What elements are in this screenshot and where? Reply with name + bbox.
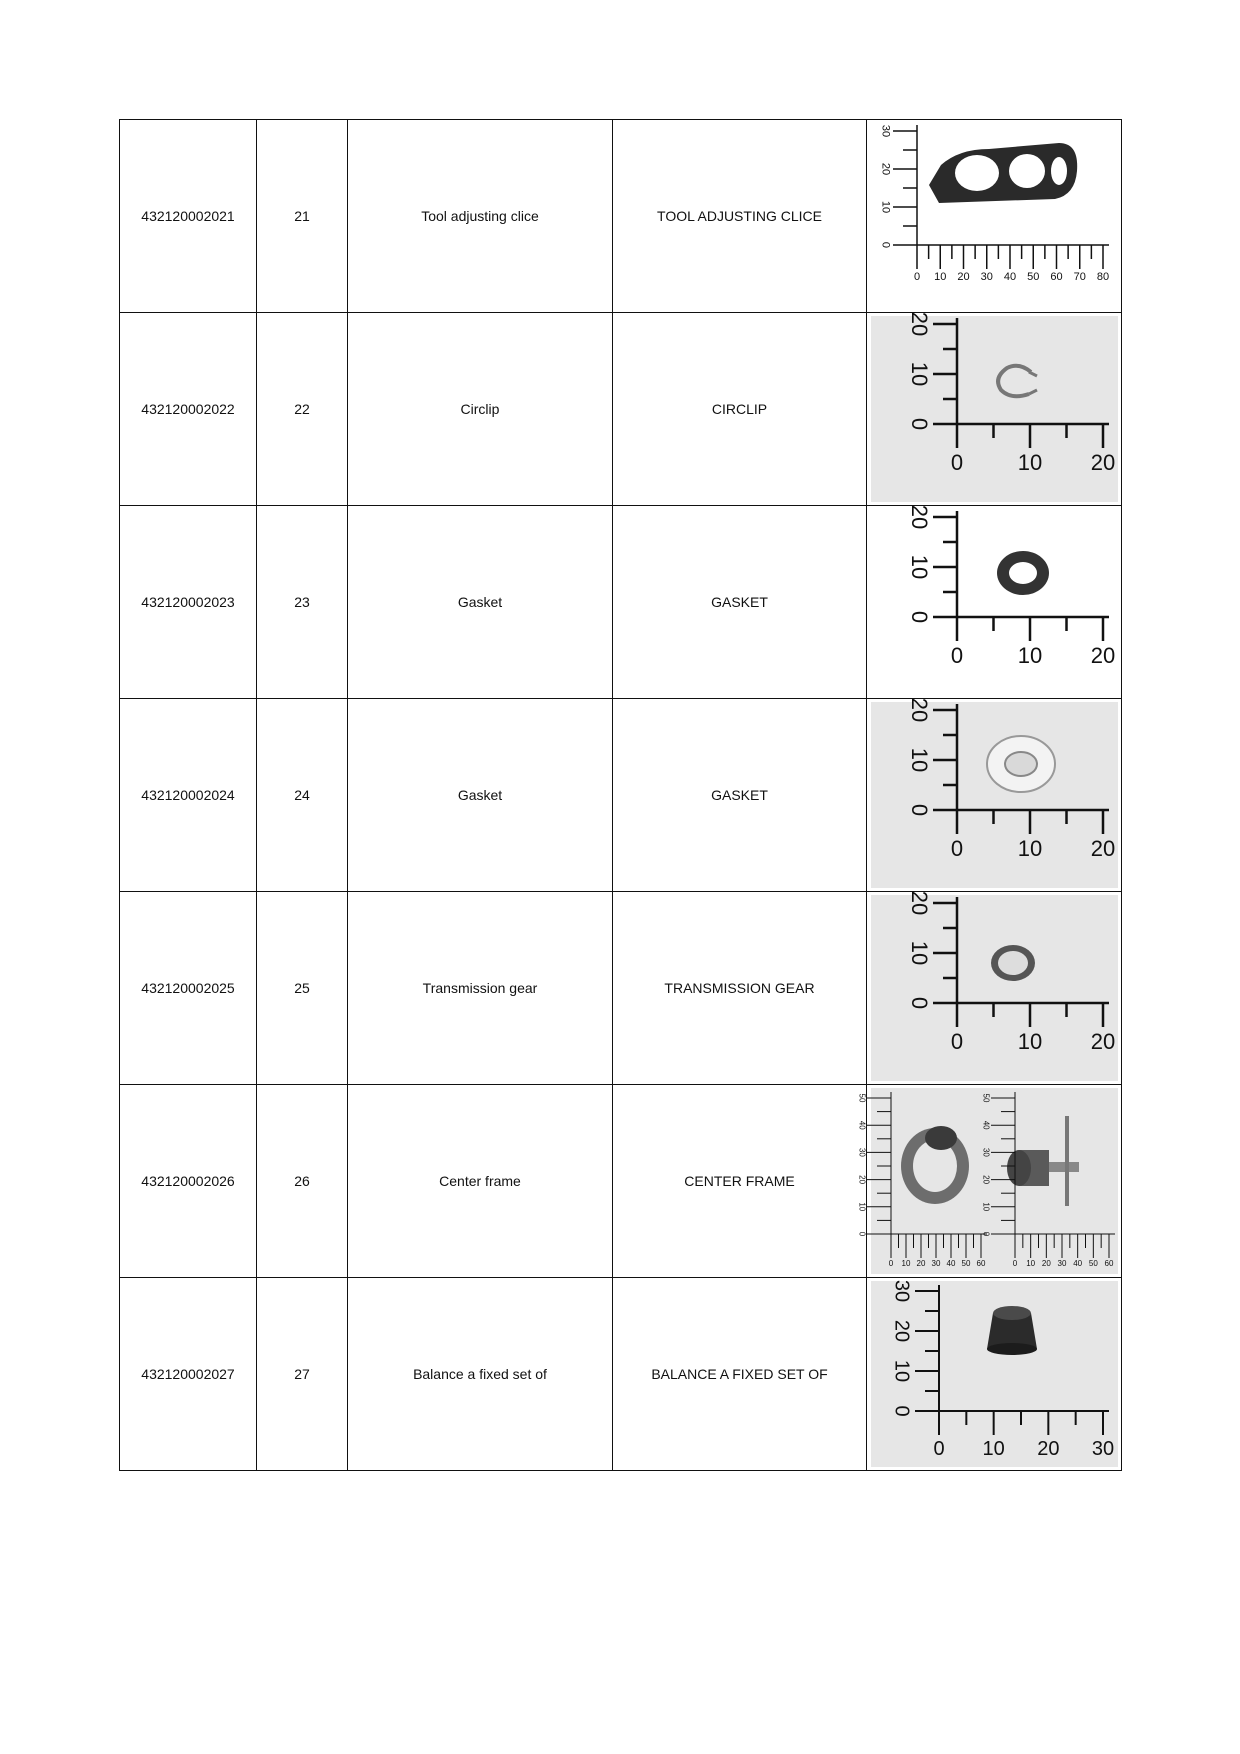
y-tick-label: 0 (890, 1405, 913, 1417)
y-tick-label: 0 (856, 1231, 866, 1237)
x-tick-label: 10 (1017, 643, 1042, 668)
x-tick-label: 60 (1104, 1259, 1113, 1268)
x-tick-label: 60 (976, 1259, 985, 1268)
x-tick-label: 50 (1088, 1259, 1098, 1268)
part-code-cell: 432120002024 (120, 699, 257, 892)
x-tick-label: 20 (956, 271, 970, 283)
x-tick-label: 0 (950, 836, 963, 861)
x-tick-label: 30 (931, 1259, 940, 1268)
dark-gasket-icon (997, 551, 1049, 595)
part-name-upper-cell: GASKET (613, 699, 867, 892)
part-photo (869, 697, 1120, 890)
part-photo-cell (867, 313, 1122, 506)
x-tick-label: 30 (1057, 1259, 1066, 1268)
x-tick-label: 10 (901, 1259, 910, 1268)
part-photo-cell (867, 1278, 1122, 1471)
x-tick-label: 40 (946, 1259, 955, 1268)
part-code-cell: 432120002026 (120, 1085, 257, 1278)
x-tick-label: 10 (1017, 1029, 1042, 1054)
y-tick-label: 20 (906, 311, 932, 337)
y-tick-label: 20 (980, 1175, 990, 1185)
part-photo (869, 121, 1120, 311)
y-tick-label: 10 (906, 361, 932, 387)
part-name-upper-cell: CIRCLIP (613, 313, 867, 506)
part-code-cell: 432120002023 (120, 506, 257, 699)
part-photo-cell (867, 120, 1122, 313)
y-tick-label: 20 (878, 162, 891, 176)
x-tick-label: 0 (932, 1438, 945, 1460)
x-tick-label: 20 (1090, 450, 1115, 475)
item-number-cell: 24 (257, 699, 348, 892)
part-code-cell: 432120002025 (120, 892, 257, 1085)
x-tick-label: 30 (980, 271, 993, 283)
y-tick-label: 0 (906, 996, 932, 1010)
bushing-icon (987, 1306, 1037, 1355)
y-tick-label: 50 (856, 1093, 866, 1103)
item-number-cell: 23 (257, 506, 348, 699)
x-tick-label: 10 (1017, 450, 1042, 475)
item-number-cell: 27 (257, 1278, 348, 1471)
part-name-cell: Gasket (348, 506, 613, 699)
y-tick-label: 0 (906, 803, 932, 817)
x-tick-label: 20 (1041, 1259, 1051, 1268)
y-tick-label: 20 (906, 890, 932, 916)
x-tick-label: 0 (950, 643, 963, 668)
part-name-cell: Center frame (348, 1085, 613, 1278)
part-name-cell: Tool adjusting clice (348, 120, 613, 313)
y-tick-label: 0 (906, 610, 932, 624)
x-tick-label: 10 (1025, 1259, 1035, 1268)
part-name-cell: Balance a fixed set of (348, 1278, 613, 1471)
y-tick-label: 10 (906, 554, 932, 580)
y-tick-label: 20 (856, 1175, 866, 1185)
part-photo (869, 1279, 1120, 1469)
y-tick-label: 0 (878, 241, 891, 249)
y-tick-label: 20 (906, 697, 932, 723)
y-tick-label: 0 (980, 1231, 990, 1237)
part-name-upper-cell: GASKET (613, 506, 867, 699)
x-tick-label: 30 (1091, 1438, 1114, 1460)
part-name-upper-cell: TRANSMISSION GEAR (613, 892, 867, 1085)
x-tick-label: 60 (1049, 271, 1063, 283)
part-code-cell: 432120002027 (120, 1278, 257, 1471)
x-tick-label: 70 (1073, 271, 1086, 283)
parts-table (119, 119, 1122, 1471)
table-row (120, 1085, 1122, 1278)
part-photo (856, 1086, 1120, 1276)
table-row (120, 506, 1122, 699)
part-photo-cell (856, 1085, 1122, 1278)
x-tick-label: 80 (1096, 271, 1109, 283)
y-tick-label: 10 (878, 200, 891, 214)
y-tick-label: 30 (878, 124, 891, 138)
part-name-upper-cell: CENTER FRAME (613, 1085, 867, 1278)
y-tick-label: 10 (980, 1202, 990, 1212)
y-tick-label: 40 (856, 1120, 866, 1130)
part-name-upper-cell: TOOL ADJUSTING CLICE (613, 120, 867, 313)
transmission-ring-icon (991, 945, 1035, 981)
x-tick-label: 20 (916, 1259, 925, 1268)
y-tick-label: 30 (890, 1279, 913, 1303)
x-tick-label: 20 (1036, 1438, 1059, 1460)
y-tick-label: 10 (906, 747, 932, 773)
table-row (120, 313, 1122, 506)
x-tick-label: 0 (1012, 1259, 1017, 1268)
x-tick-label: 20 (1090, 1029, 1115, 1054)
part-photo-cell (867, 506, 1122, 699)
part-photo (869, 311, 1120, 504)
part-photo-cell (867, 699, 1122, 892)
y-tick-label: 10 (906, 940, 932, 966)
part-name-cell: Circlip (348, 313, 613, 506)
part-code-cell: 432120002022 (120, 313, 257, 506)
y-tick-label: 10 (890, 1359, 913, 1383)
x-tick-label: 10 (1017, 836, 1042, 861)
parts-table-body (120, 120, 1122, 1471)
part-name-cell: Transmission gear (348, 892, 613, 1085)
table-row (120, 120, 1122, 313)
light-gasket-icon (987, 736, 1055, 792)
x-tick-label: 0 (950, 450, 963, 475)
x-tick-label: 40 (1072, 1259, 1082, 1268)
part-photo (869, 890, 1120, 1083)
x-tick-label: 20 (1090, 643, 1115, 668)
y-tick-label: 20 (906, 504, 932, 530)
part-name-cell: Gasket (348, 699, 613, 892)
y-tick-label: 30 (980, 1147, 990, 1157)
item-number-cell: 21 (257, 120, 348, 313)
x-tick-label: 10 (933, 271, 946, 283)
x-tick-label: 0 (913, 271, 920, 283)
x-tick-label: 50 (1026, 271, 1039, 283)
table-row (120, 892, 1122, 1085)
y-tick-label: 40 (980, 1120, 990, 1130)
x-tick-label: 0 (888, 1259, 893, 1268)
y-tick-label: 50 (980, 1093, 990, 1103)
y-tick-label: 0 (906, 417, 932, 431)
x-tick-label: 20 (1090, 836, 1115, 861)
x-tick-label: 40 (1003, 271, 1016, 283)
item-number-cell: 22 (257, 313, 348, 506)
y-tick-label: 20 (890, 1319, 913, 1343)
item-number-cell: 26 (257, 1085, 348, 1278)
part-code-cell: 432120002021 (120, 120, 257, 313)
y-tick-label: 10 (856, 1202, 866, 1212)
x-tick-label: 50 (961, 1259, 970, 1268)
y-tick-label: 30 (856, 1147, 866, 1157)
part-name-upper-cell: BALANCE A FIXED SET OF (613, 1278, 867, 1471)
x-tick-label: 0 (950, 1029, 963, 1054)
x-tick-label: 10 (982, 1438, 1005, 1460)
part-photo (869, 504, 1120, 697)
table-row (120, 699, 1122, 892)
part-photo-cell (867, 892, 1122, 1085)
table-row (120, 1278, 1122, 1471)
item-number-cell: 25 (257, 892, 348, 1085)
